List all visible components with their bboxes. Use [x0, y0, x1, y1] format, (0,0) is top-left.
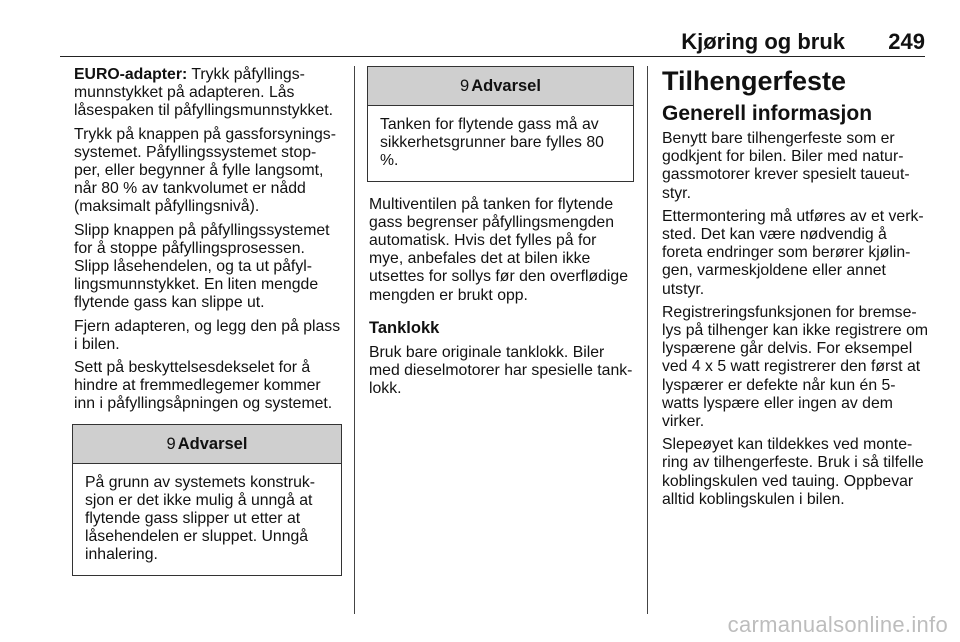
- heading-generell-informasjon: Generell informasjon: [662, 102, 873, 125]
- warning-icon: 9: [460, 77, 470, 95]
- page-header: [60, 26, 925, 57]
- warning-header: [368, 67, 633, 106]
- column-left: [74, 66, 342, 576]
- paragraph: Fjern adapteren, og legg den på plass i bilen.: [74, 317, 341, 353]
- paragraph: Trykk på knappen på gassforsynings-systemet. Påfyllingssystemet stop-per, eller begynner å fylle langsomt, når 80 % av tankvolumet er nådd (maksimalt påfyllingsnivå).: [74, 125, 336, 216]
- heading-tilhengerfeste: Tilhengerfeste: [662, 66, 847, 96]
- euro-adapter-label: EURO-adapter:: [74, 66, 188, 83]
- watermark: carmanualsonline.info: [727, 612, 948, 637]
- subheading-tanklokk: Tanklokk: [369, 318, 440, 337]
- page-number: 249: [888, 29, 925, 54]
- column-divider: [647, 66, 648, 614]
- column-middle: [369, 66, 634, 403]
- warning-box: [72, 424, 342, 576]
- paragraph: Registreringsfunksjonen for bremse-lys på tilhenger kan ikke registrere om lyspærene går delvis. For eksempel ved 4 x 5 watt registrerer den først at lyspærer er defekte når kun én 5-watts lyspære eller ingen av dem virker.: [662, 303, 929, 431]
- warning-title: Advarsel: [177, 434, 248, 453]
- warning-text: Tanken for flytende gass må av sikkerhetsgrunner bare fylles 80 %.: [380, 116, 604, 170]
- euro-adapter-text: Trykk påfyllings-munnstykket på adapteren. Lås låsespaken til påfyllingsmunnstykket.: [74, 66, 334, 120]
- paragraph: Benytt bare tilhengerfeste som er godkjent for bilen. Biler med natur-gassmotorer krever spesielt taueut-styr.: [662, 130, 910, 202]
- paragraph: Ettermontering må utføres av et verk-sted. Det kan være nødvendig å foreta endringer som berører kjølin-gen, varmeskjoldene eller annet utstyr.: [662, 207, 924, 298]
- warning-title: Advarsel: [471, 77, 541, 95]
- column-divider: [354, 66, 355, 614]
- warning-header: [73, 425, 341, 464]
- paragraph-euro-adapter: [74, 66, 342, 121]
- warning-text: På grunn av systemets konstruk-sjon er det ikke mulig å unngå at flytende gass slipper ut etter at låsehendelen er sluppet. Unngå inhalering.: [85, 473, 316, 564]
- paragraph: Slipp knappen på påfyllingssystemet for å stoppe påfyllingsprosessen. Slipp låsehendelen, og ta ut påfyl-lingsmunnstykket. En liten mengde flytende gass kan slippe ut.: [74, 221, 330, 312]
- paragraph: Bruk bare originale tanklokk. Biler med dieselmotorer har spesielle tank-lokk.: [369, 343, 633, 398]
- paragraph: Slepeøyet kan tildekkes ved monte-ring av tilhengerfeste. Bruk i så tilfelle koblingskulen ved tauing. Oppbevar alltid koblingskulen i bilen.: [662, 436, 924, 508]
- warning-icon: 9: [166, 434, 176, 453]
- paragraph: Sett på beskyttelsesdekselet for å hindre at fremmedlegemer kommer inn i påfyllingsåpningen og systemet.: [74, 359, 333, 413]
- warning-box: [367, 66, 634, 182]
- column-right: [662, 66, 930, 514]
- paragraph: Multiventilen på tanken for flytende gass begrenser påfyllingsmengden automatisk. Hvis det fylles på for mye, anbefales det at bilen ikke utsettes for sollys før den overflødige mengden er brukt opp.: [369, 195, 628, 304]
- section-title: Kjøring og bruk: [681, 29, 845, 54]
